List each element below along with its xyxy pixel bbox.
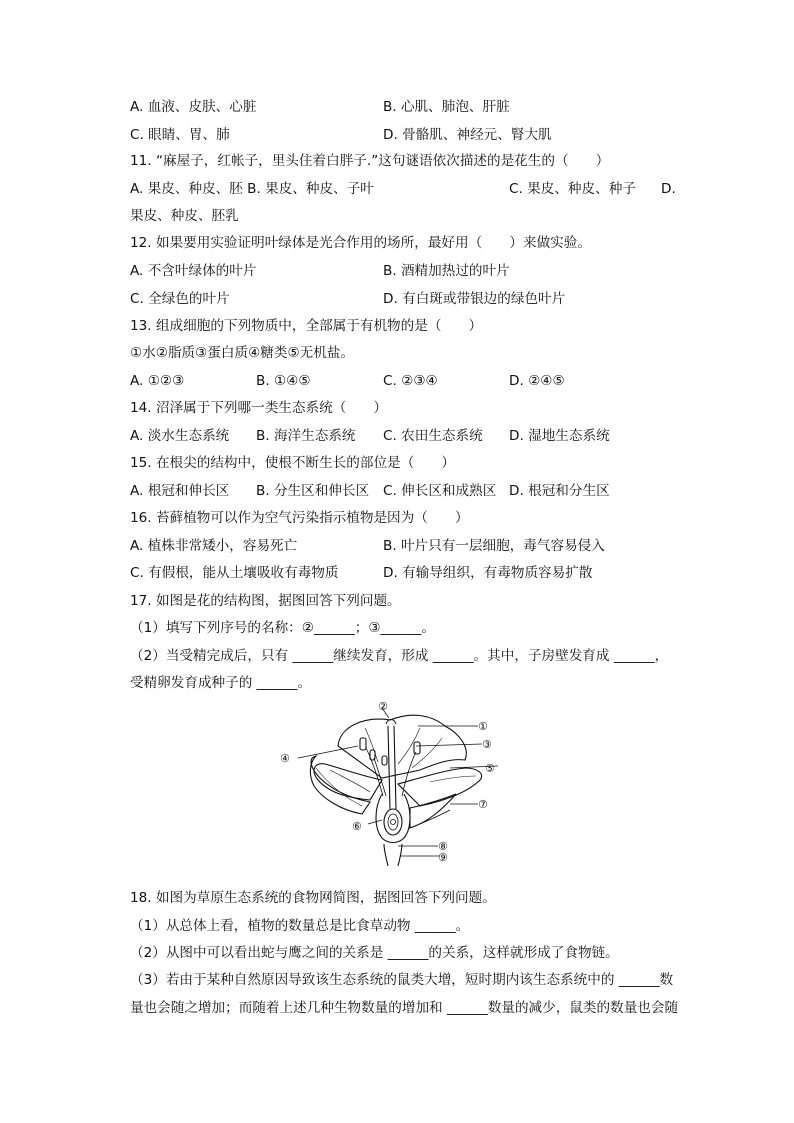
- q14-stem: 14. 沼泽属于下列哪一类生态系统（ ）: [130, 400, 388, 416]
- q10-option-d: D. 骨骼肌、神经元、腎大肌: [383, 127, 552, 143]
- q15-option-a: A. 根冠和伸长区: [130, 483, 230, 499]
- q11-option-d: D.: [661, 181, 676, 197]
- q10-option-a: A. 血液、皮肤、心脏: [130, 99, 257, 115]
- q12-option-b: B. 酒精加热过的叶片: [383, 263, 510, 279]
- q18-part3-cont: 量也会随之增加；而随着上述几种生物数量的增加和 ______数量的减少，鼠类的数量也会随: [130, 1000, 679, 1016]
- q13-option-d: D. ②④⑤: [509, 373, 565, 389]
- q18-part3: （3）若由于某种自然原因导致该生态系统的鼠类大增，短时期内该生态系统中的 ______数: [130, 972, 674, 988]
- q18-part2: （2）从图中可以看出蛇与鹰之间的关系是 ______的关系，这样就形成了食物链。: [130, 945, 619, 961]
- q15-option-c: C. 伸长区和成熟区: [383, 483, 497, 499]
- label-7: ⑦: [478, 798, 488, 811]
- q16-option-d: D. 有输导组织，有毒物质容易扩散: [383, 565, 593, 581]
- q12-option-d: D. 有白斑或带银边的绿色叶片: [383, 291, 566, 307]
- q13-option-a: A. ①②③: [130, 373, 185, 389]
- q12-stem: 12. 如果要用实验证明叶绿体是光合作用的场所，最好用（ ）来做实验。: [130, 235, 591, 251]
- q17-part2: （2）当受精完成后，只有 ______继续发育，形成 ______。其中，子房壁发育成 ______，: [130, 648, 669, 664]
- q13-option-b: B. ①④⑤: [256, 373, 311, 389]
- q13-option-c: C. ②③④: [383, 373, 438, 389]
- q13-items: ①水②脂质③蛋白质④糖类⑤无机盐。: [130, 345, 355, 361]
- q11-stem: 11. “麻屋子，红帐子，里头住着白胖子.”这句谜语依次描述的是花生的（ ）: [130, 153, 610, 169]
- q16-stem: 16. 苔藓植物可以作为空气污染指示植物是因为（ ）: [130, 510, 469, 526]
- q10-option-c: C. 眼睛、胃、肺: [130, 127, 230, 143]
- q11-option-d-cont: 果皮、种皮、胚乳: [130, 208, 239, 224]
- label-1: ①: [478, 720, 488, 733]
- q18-part1: （1）从总体上看，植物的数量总是比食草动物 ______。: [130, 918, 470, 934]
- label-9: ⑨: [438, 851, 448, 864]
- q17-part2-cont: 受精卵发育成种子的 ______。: [130, 675, 312, 691]
- label-6: ⑥: [352, 820, 362, 833]
- q14-option-a: A. 淡水生态系统: [130, 428, 230, 444]
- q12-option-c: C. 全绿色的叶片: [130, 291, 230, 307]
- label-2: ②: [378, 700, 388, 713]
- label-8: ⑧: [438, 840, 448, 853]
- q16-option-c: C. 有假根，能从土壤吸收有毒物质: [130, 565, 339, 581]
- q18-stem: 18. 如图为草原生态系统的食物网简图，据图回答下列问题。: [130, 890, 496, 906]
- q12-option-a: A. 不含叶绿体的叶片: [130, 263, 257, 279]
- q10-option-b: B. 心肌、肺泡、肝脏: [383, 99, 510, 115]
- q16-option-b: B. 叶片只有一层细胞，毒气容易侵入: [383, 538, 605, 554]
- q13-stem: 13. 组成细胞的下列物质中，全部属于有机物的是（ ）: [130, 318, 483, 334]
- q14-option-d: D. 湿地生态系统: [509, 428, 610, 444]
- label-3: ③: [482, 738, 492, 751]
- q14-option-b: B. 海洋生态系统: [256, 428, 356, 444]
- q15-stem: 15. 在根尖的结构中，使根不断生长的部位是（ ）: [130, 455, 456, 471]
- q15-option-b: B. 分生区和伸长区: [256, 483, 370, 499]
- q17-part1: （1）填写下列序号的名称：②______；③______。: [130, 620, 435, 636]
- q15-option-d: D. 根冠和分生区: [509, 483, 610, 499]
- label-5: ⑤: [485, 762, 495, 775]
- q14-option-c: C. 农田生态系统: [383, 428, 483, 444]
- label-4: ④: [280, 752, 290, 765]
- q16-option-a: A. 植株非常矮小，容易死亡: [130, 538, 298, 554]
- q11-option-ab: A. 果皮、种皮、胚 B. 果皮、种皮、子叶: [130, 181, 374, 197]
- q17-stem: 17. 如图是花的结构图，据图回答下列问题。: [130, 593, 401, 609]
- flower-structure-diagram: [270, 698, 500, 868]
- q11-option-c: C. 果皮、种皮、种子: [509, 181, 636, 197]
